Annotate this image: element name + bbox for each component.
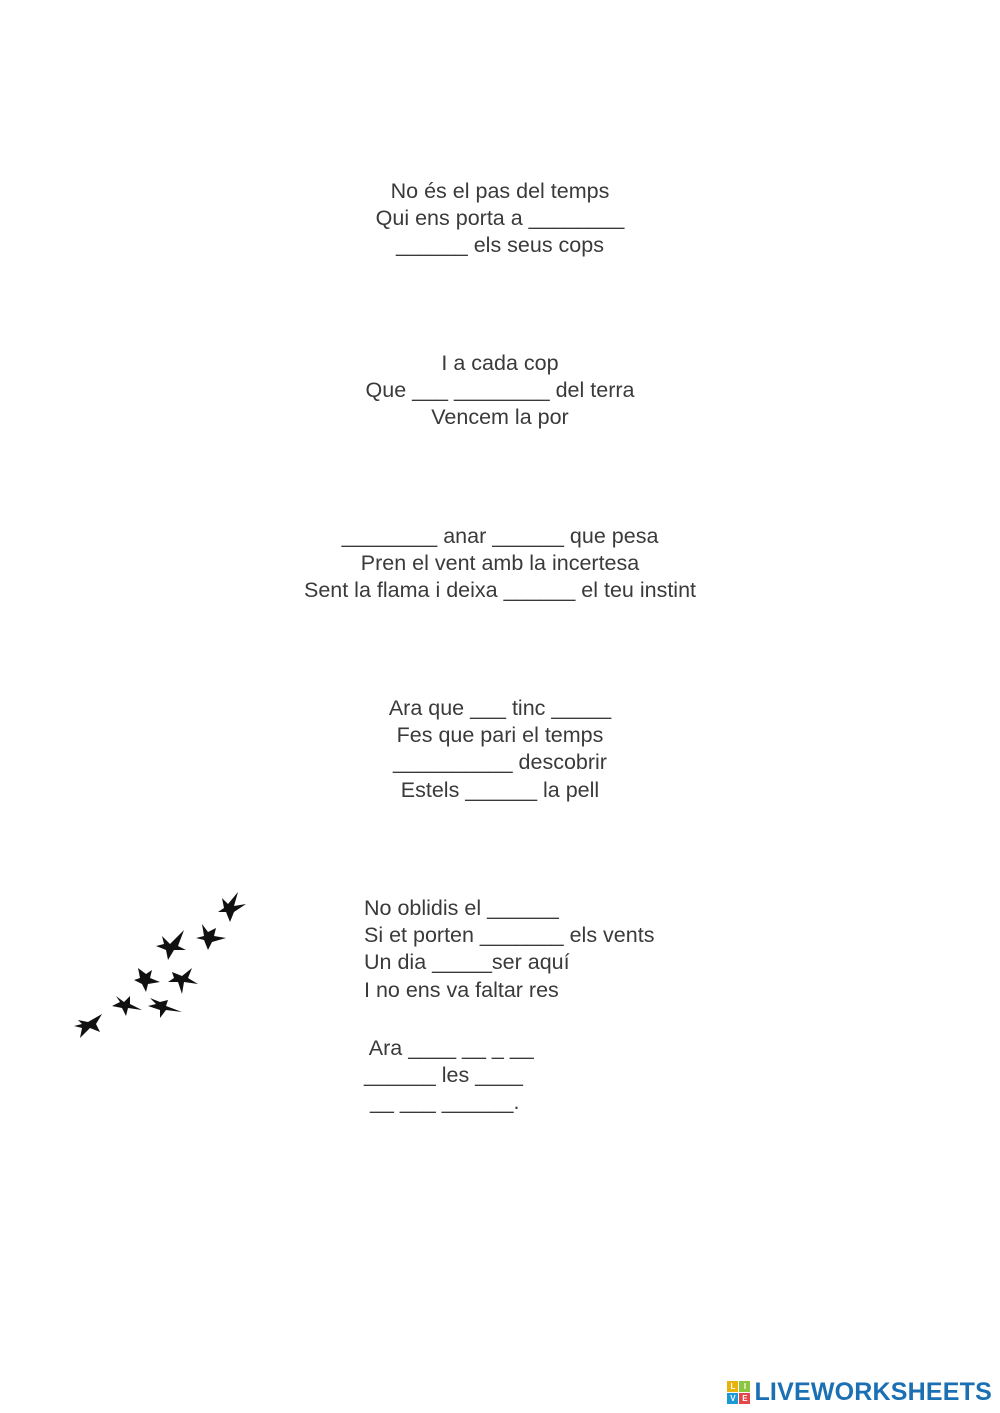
logo-text: LIVEWORKSHEETS	[754, 1377, 992, 1406]
stanza-5	[364, 895, 654, 1004]
stanza-3	[0, 523, 1000, 605]
logo-mark-letter: I	[739, 1381, 750, 1392]
logo-mark-letter: V	[727, 1393, 738, 1404]
lyric-line: Ara ____ __ _ __	[364, 1036, 534, 1060]
lyric-line: Sent la flama i deixa ______ el teu instint	[303, 578, 697, 603]
lyric-line: No oblidis el ______	[364, 896, 559, 920]
lyric-line: Que ___ ________ del terra	[365, 378, 635, 403]
lyric-line: No és el pas del temps	[390, 179, 610, 203]
lyric-line: ______ els seus cops	[396, 233, 604, 258]
liveworksheets-logo-mark-icon	[727, 1381, 750, 1404]
stanza-1	[0, 178, 1000, 260]
flock-of-birds-icon	[72, 880, 252, 1045]
lyric-line: Estels ______ la pell	[400, 777, 600, 802]
lyric-line: Vencem la por	[431, 405, 569, 430]
stanza-2	[0, 350, 1000, 432]
stanza-4	[0, 695, 1000, 804]
logo-mark-letter: L	[727, 1381, 738, 1392]
stanza-6	[364, 1035, 534, 1117]
lyric-line: Pren el vent amb la incertesa	[360, 551, 640, 576]
lyric-line: ________ anar ______ que pesa	[341, 524, 659, 548]
lyric-line: Un dia _____ser aquí	[364, 950, 570, 975]
lyric-line: Ara que ___ tinc _____	[388, 696, 612, 720]
lyric-line: __________ descobrir	[393, 750, 607, 775]
logo-mark-letter: E	[739, 1393, 750, 1404]
lyric-line: __ ___ ______.	[364, 1090, 520, 1115]
lyric-line: ______ les ____	[364, 1063, 524, 1088]
lyric-line: Si et porten _______ els vents	[364, 923, 655, 948]
lyric-line: I no ens va faltar res	[364, 977, 559, 1002]
liveworksheets-logo	[727, 1377, 992, 1407]
lyric-line: I a cada cop	[441, 351, 559, 375]
lyric-line: Fes que pari el temps	[396, 723, 604, 748]
lyric-line: Qui ens porta a ________	[375, 206, 625, 231]
